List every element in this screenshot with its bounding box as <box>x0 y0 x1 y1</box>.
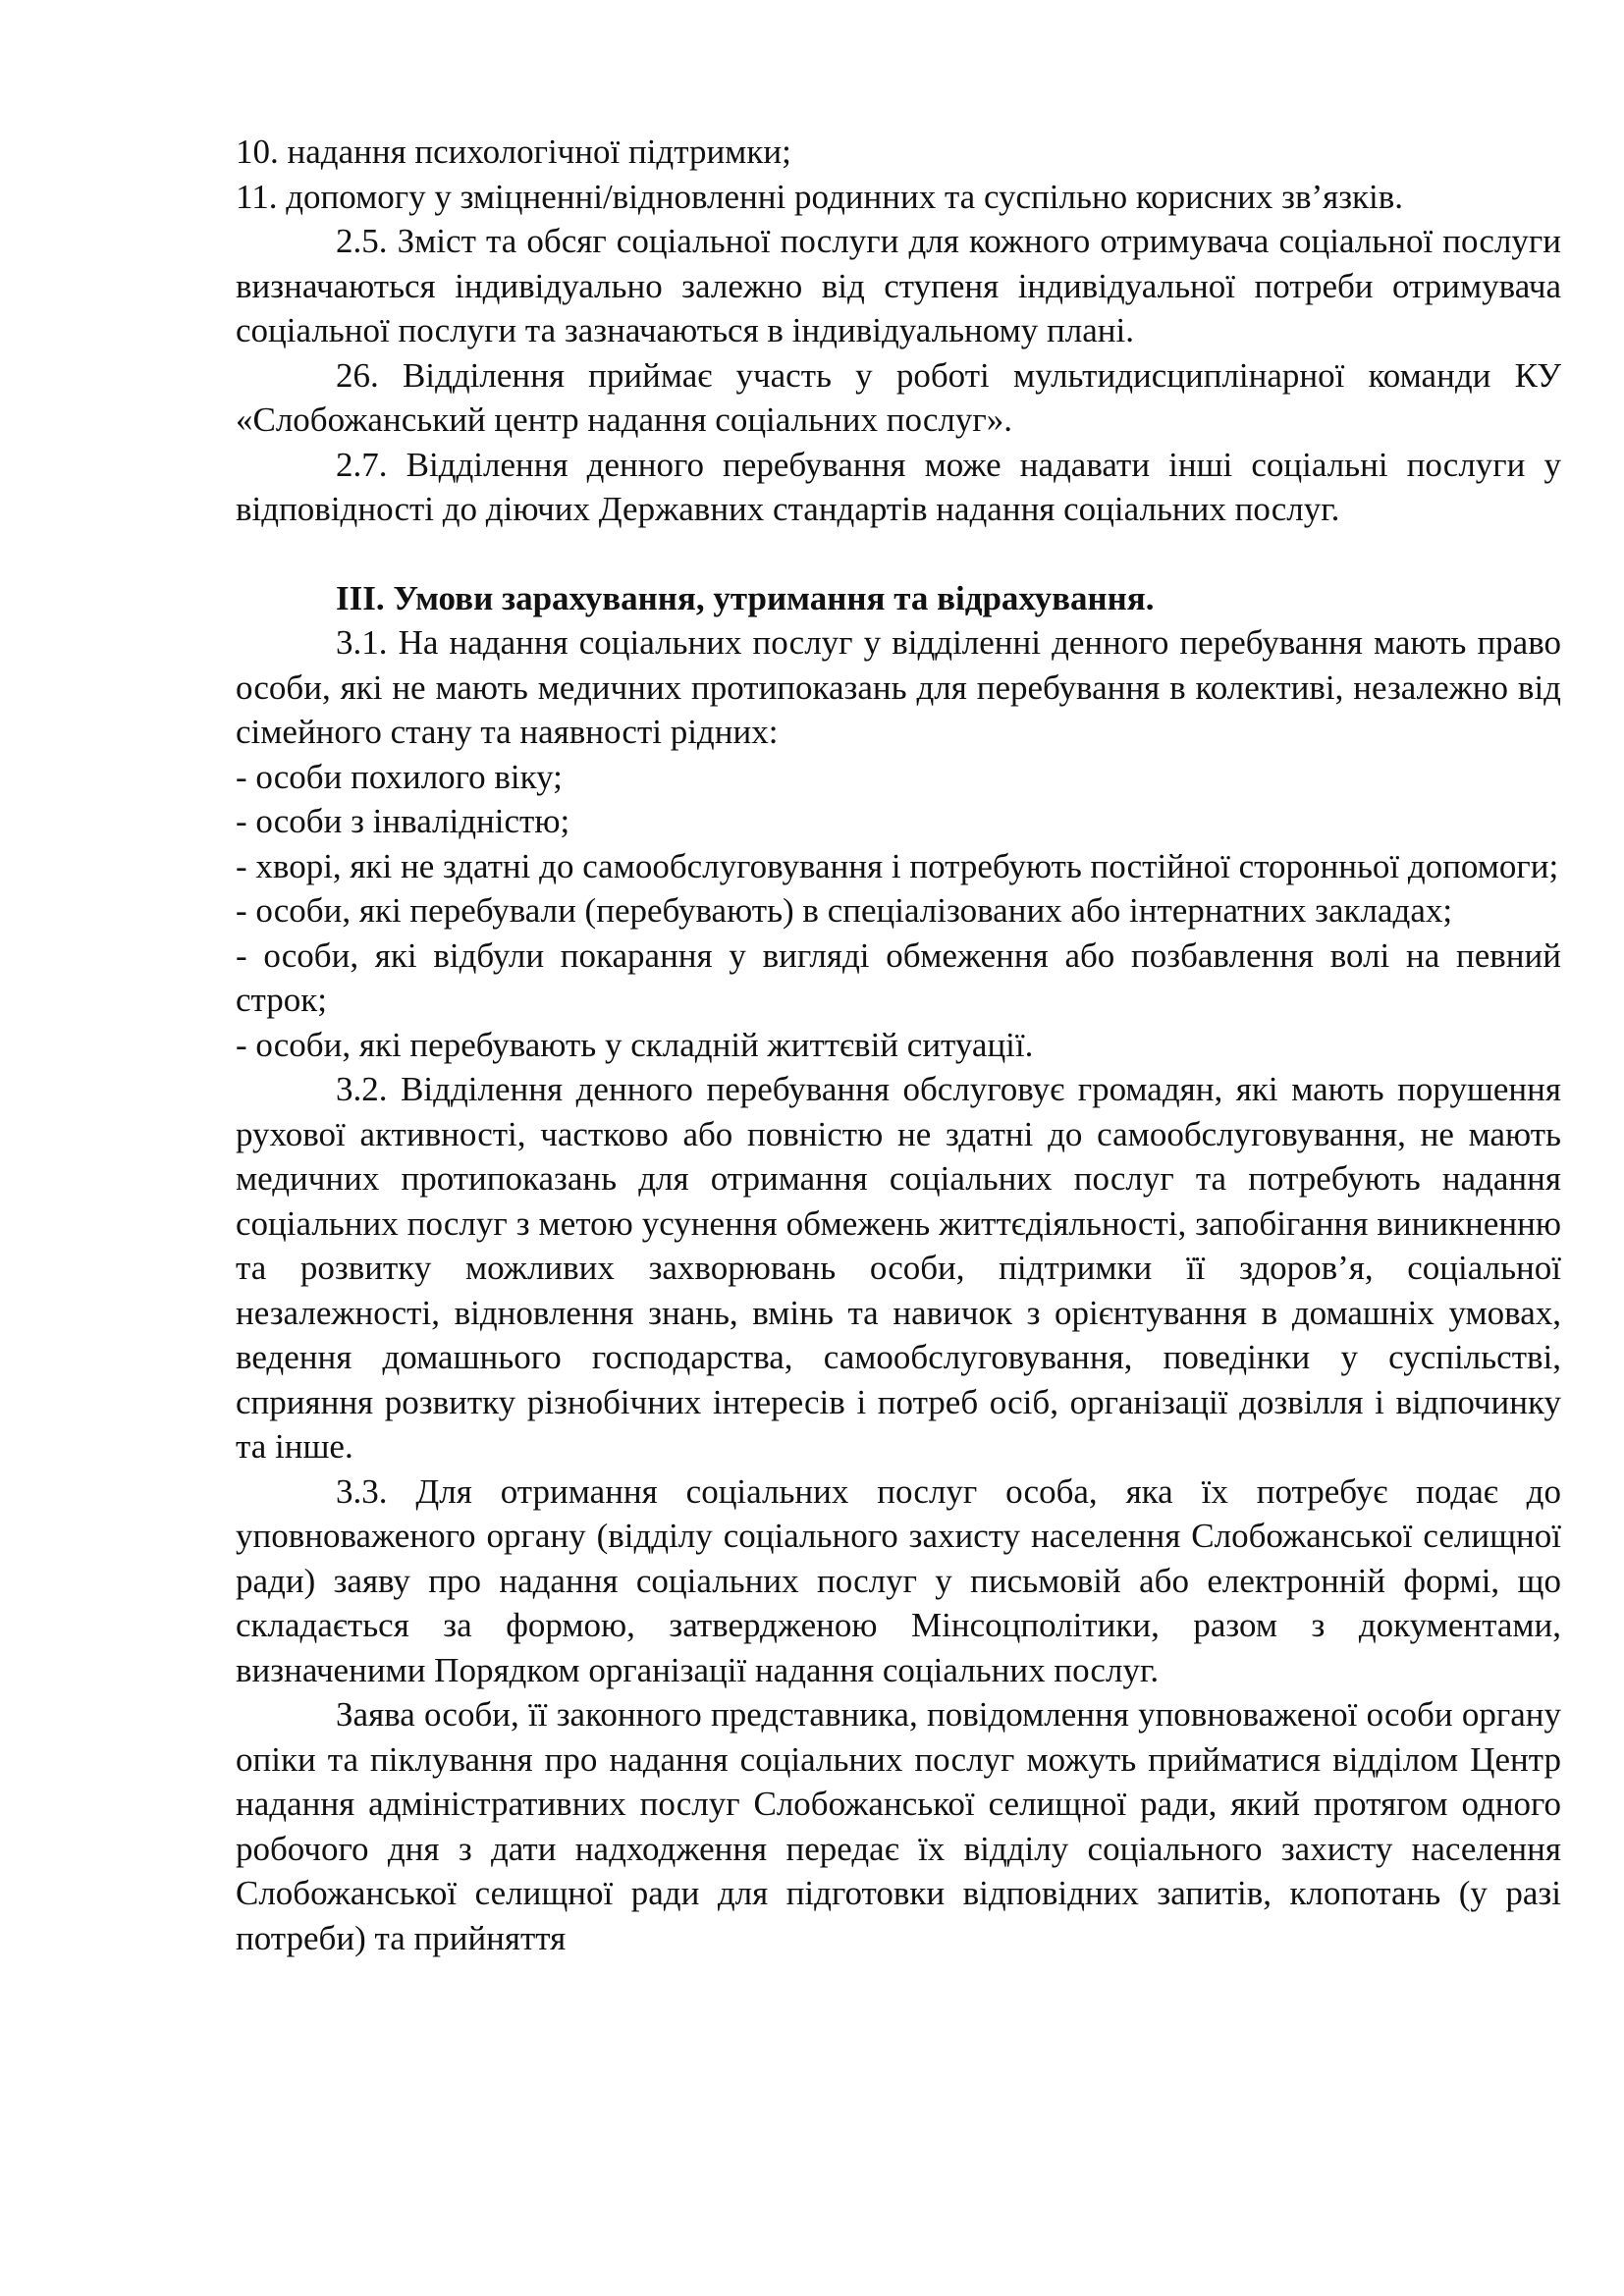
paragraph-application: Заява особи, її законного представника, повідомлення уповноваженої особи органу опіки та піклування про надання соціальних послуг можуть прийматися відділом Центр надання адміністративних послуг Слобожанської селищної ради, який протягом одного робочого дня з дати надходження передає їх відділу соціального захисту населення Слобожанської селищної ради для підготовки відповідних запитів, клопотань (у разі потреби) та прийняття <box>236 1695 1561 1957</box>
paragraph-2-5: 2.5. Зміст та обсяг соціальної послуги для кожного отримувача соціальної послуги визначаються індивідуально залежно від ступеня індивідуальної потреби отримувача соціальної послуги та зазначаються в індивідуальному плані. <box>236 222 1561 349</box>
list-item-11: 11. допомогу у зміцненні/відновленні родинних та суспільно корисних зв’язків. <box>236 177 1404 216</box>
paragraph-2-6: 26. Відділення приймає участь у роботі мультидисциплінарної команди КУ «Слобожанський центр надання соціальних послуг». <box>236 355 1561 439</box>
document-page <box>236 130 1561 1960</box>
paragraph-3-2: 3.2. Відділення денного перебування обслуговує громадян, які мають порушення рухової активності, частково або повністю не здатні до самообслуговування, не мають медичних протипоказань для отримання соціальних послуг та потребують надання соціальних послуг з метою усунення обмежень життєдіяльності, запобігання виникненню та розвитку можливих захворювань особи, підтримки її здоров’я, соціальної незалежності, відновлення знань, вмінь та навичок з орієнтування в домашніх умовах, ведення домашнього господарства, самообслуговування, поведінки у суспільстві, сприяння розвитку різнобічних інтересів і потреб осіб, організації дозвілля і відпочинку та інше. <box>236 1070 1561 1466</box>
list-item-elderly: - особи похилого віку; <box>236 757 563 796</box>
paragraph-3-3: 3.3. Для отримання соціальних послуг особа, яка їх потребує подає до уповноваженого органу (відділу соціального захисту населення Слобожанської селищної ради) заяву про надання соціальних послуг у письмовій або електронній формі, що складається за формою, затвердженою Мінсоцполітики, разом з документами, визначеними Порядком організації надання соціальних послуг. <box>236 1471 1561 1689</box>
list-item-difficult-situation: - особи, які перебувають у складній життєвій ситуації. <box>236 1025 1034 1064</box>
list-item-sick: - хворі, які не здатні до самообслуговування і потребують постійної сторонньої допомоги; <box>236 846 1559 885</box>
paragraph-2-7: 2.7. Відділення денного перебування може надавати інші соціальні послуги у відповідності до діючих Державних стандартів надання соціальних послуг. <box>236 445 1561 528</box>
list-item-disability: - особи з інвалідністю; <box>236 802 570 840</box>
list-item-10: 10. надання психологічної підтримки; <box>236 133 791 171</box>
list-item-institutions: - особи, які перебували (перебувають) в спеціалізованих або інтернатних закладах; <box>236 891 1453 930</box>
section-heading: III. Умови зарахування, утримання та відрахування. <box>336 578 1155 617</box>
paragraph-3-1: 3.1. На надання соціальних послуг у відділенні денного перебування мають право особи, які не мають медичних протипоказань для перебування в колективі, незалежно від сімейного стану та наявності рідних: <box>236 623 1561 751</box>
list-item-punishment: - особи, які відбули покарання у вигляді обмеження або позбавлення волі на певний строк; <box>236 935 1561 1019</box>
